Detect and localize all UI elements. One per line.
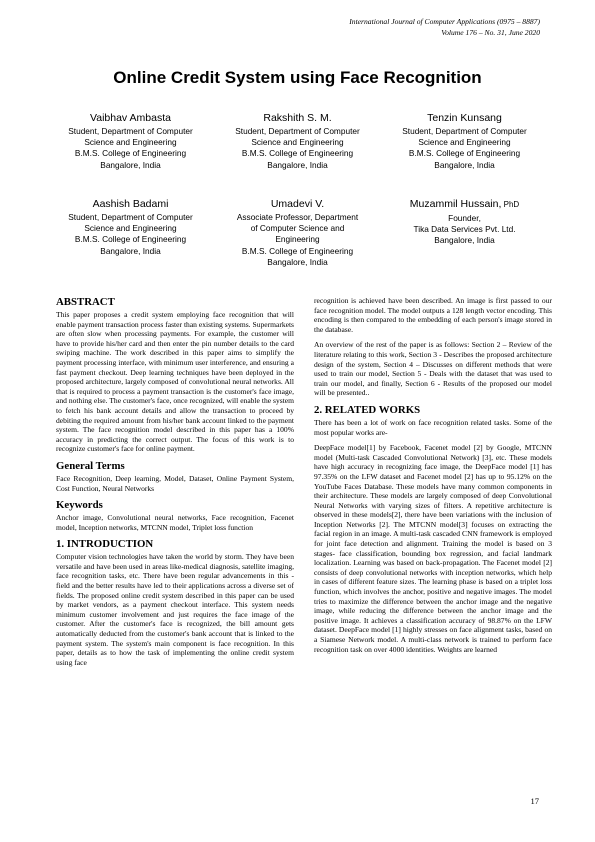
- general-terms-heading: General Terms: [56, 459, 125, 472]
- author-affiliation-line: Science and Engineering: [251, 137, 344, 148]
- author-affiliation-line: Bangalore, India: [100, 159, 161, 170]
- journal-name: International Journal of Computer Applications (0975 – 8887): [349, 17, 540, 26]
- author-affiliation-line: Student, Department of Computer: [68, 212, 193, 222]
- author-block: [382, 197, 547, 247]
- keywords-heading: Keywords: [56, 499, 103, 512]
- author-affiliation-line: B.M.S. College of Engineering: [74, 148, 187, 159]
- introduction-continued-text: recognition is achieved have been described. An image is first passed to our face recognition model. The model outputs a 128 length vector encoding. This encoding is then compared to the embedding of each person's image stored in the database.: [314, 296, 552, 334]
- left-column: [56, 296, 294, 673]
- author-degree: PhD: [501, 200, 520, 209]
- abstract-heading: ABSTRACT: [56, 296, 115, 308]
- paper-overview-text: An overview of the rest of the paper is as follows: Section 2 – Review of the literature relating to this work, Section 3 - Describes the proposed architecture design of the system, Section 4 – Discusses on different methods that were used to train our model, Section 5 - Deals with the dataset that was used to train our model, and finally, Section 6 - Results of the proposed our model will be presented..: [314, 340, 552, 398]
- general-terms-text: Face Recognition, Deep learning, Model, Dataset, Online Payment System, Cost Function, Neural Networks: [56, 473, 294, 493]
- author-name: Tenzin Kunsang: [427, 112, 502, 124]
- keywords-text: Anchor image, Convolutional neural networks, Face recognition, Facenet model, Inception networks, MTCNN model, Triplet loss function: [56, 513, 294, 532]
- author-block: [215, 111, 380, 171]
- author-affiliation-line: Tika Data Services Pvt. Ltd.: [413, 224, 516, 235]
- author-name: [382, 197, 547, 212]
- author-name: Umadevi V.: [270, 198, 325, 210]
- journal-volume: Volume 176 – No. 31, June 2020: [441, 27, 540, 37]
- author-affiliation-line: B.M.S. College of Engineering: [74, 234, 187, 245]
- introduction-heading: 1. INTRODUCTION: [56, 538, 154, 551]
- author-affiliation-line: Engineering: [275, 234, 320, 245]
- author-affiliation-line: B.M.S. College of Engineering: [408, 148, 521, 159]
- author-affiliation-line: Science and Engineering: [418, 137, 511, 148]
- author-name-text: Muzammil Hussain,: [409, 198, 502, 210]
- author-affiliation-line: Student, Department of Computer: [235, 126, 360, 136]
- author-block: [382, 111, 547, 171]
- related-works-heading: 2. RELATED WORKS: [314, 403, 421, 416]
- author-affiliation-line: B.M.S. College of Engineering: [241, 245, 354, 256]
- author-name: Vaibhav Ambasta: [90, 112, 171, 124]
- author-name: Rakshith S. M.: [263, 112, 332, 124]
- author-affiliation-line: Bangalore, India: [434, 159, 495, 170]
- author-block: [215, 197, 380, 268]
- page-number: 17: [530, 796, 539, 806]
- author-affiliation-line: Student, Department of Computer: [68, 126, 193, 136]
- author-affiliation-line: Bangalore, India: [434, 235, 495, 246]
- author-block: [48, 111, 213, 171]
- author-name: Aashish Badami: [92, 198, 169, 210]
- journal-header: [349, 17, 540, 38]
- author-affiliation-line: Bangalore, India: [100, 245, 161, 256]
- author-affiliation-line: Bangalore, India: [267, 256, 328, 267]
- related-works-intro: There has been a lot of work on face recognition related tasks. Some of the most popular works are-: [314, 417, 552, 437]
- abstract-text: This paper proposes a credit system employing face recognition that will enable payment transaction process faster than existing systems. Supermarkets are often slow when processing payments. For example, the customer will have to provide his/her card and then enter the pin number details to the card swiping machine. The work described in this paper aims to simplify the payment processing interface, with minimum user interference, and ensuring a fast payment checkout. Deep learning techniques have been deployed in the proposed architecture, largely composed of convolutional neural networks. All that is required to process a payment transaction is the customer's face image, and nothing else. The customer's face, once recognized, will enable the system to fetch his bank account details and allow the transaction to proceed by debiting the required amount from his/her bank account linked to the payment system. The face recognition model described in this paper has a 100% accuracy in predicting the correct output. The focus of this work is to recognize customer's face for online payment.: [56, 310, 294, 454]
- author-affiliation-line: Founder,: [448, 213, 481, 223]
- author-affiliation-line: B.M.S. College of Engineering: [241, 148, 354, 159]
- author-affiliation-line: Science and Engineering: [84, 137, 177, 148]
- related-works-text: DeepFace model[1] by Facebook, Facenet model [2] by Google, MTCNN model (Multi-task Cascaded Convolutional Network) [3], etc. These models have high accuracy in recognizing face image, the DeepFace model [1] has 97.35% on the LFW dataset and Facenet model [2] has up to 95.12% on the YouTube Faces Database. These models have many common components in their architecture. These models are largely composed of deep Convolutional Neural Networks with varying sizes of filters. A repetitive architecture is observed in these models[2], there have been variations with the inclusion of Inception Networks [2]. The MTCNN model[3] focuses on extracting the facial region in an image. A multi-task cascaded CNN framework is employed for joint face detection and alignment. Training the model is based on 3 stages- face classification, bounding box regression, and facial landmark localization. Learning was based on back-propagation. The Facenet model [2] consists of deep convolutional networks with inception networks, which help in cases of different feature sizes. The learning phase is based on a triplet loss function, which involves the anchor, positive and negative images. The model tries to maximize the difference between the anchor image and the negative image, while reducing the difference between the anchor image and the positive image. It achieves a classification accuracy of 98.87% on the LFW dataset. DeepFace model [1] highly stresses on face alignment tasks, based on a Siamese Network model. A multi-class network is trained to perform face recognition task on over 4000 identities. Weights are learned: [314, 443, 552, 654]
- author-block: [48, 197, 213, 257]
- author-affiliation-line: Science and Engineering: [84, 223, 177, 234]
- author-affiliation-line: of Computer Science and: [250, 223, 345, 234]
- author-affiliation-line: Student, Department of Computer: [402, 126, 527, 136]
- right-column: [314, 296, 552, 660]
- paper-title: Online Credit System using Face Recognition: [113, 68, 482, 87]
- introduction-text: Computer vision technologies have taken the world by storm. They have been versatile and have been used in areas like-medical diagnosis, satellite imaging, face recognition tasks, etc. There have been regular advancements in this -field and the better results have led to their applications across a diverse set of fields. The proposed online credit system described in this paper can be used by market vendors, as a payment checkout interface. This system needs minimum customer involvement and just requires the face image of the customer. After the customer's face is recognized, the bill amount gets automatically deducted from the customer's bank account that is linked to the payment system. The system's main component is face recognition. In this paper, details as to how the task of implementing the online credit system using face: [56, 552, 294, 667]
- author-affiliation-line: Associate Professor, Department: [236, 212, 359, 222]
- author-affiliation-line: Bangalore, India: [267, 159, 328, 170]
